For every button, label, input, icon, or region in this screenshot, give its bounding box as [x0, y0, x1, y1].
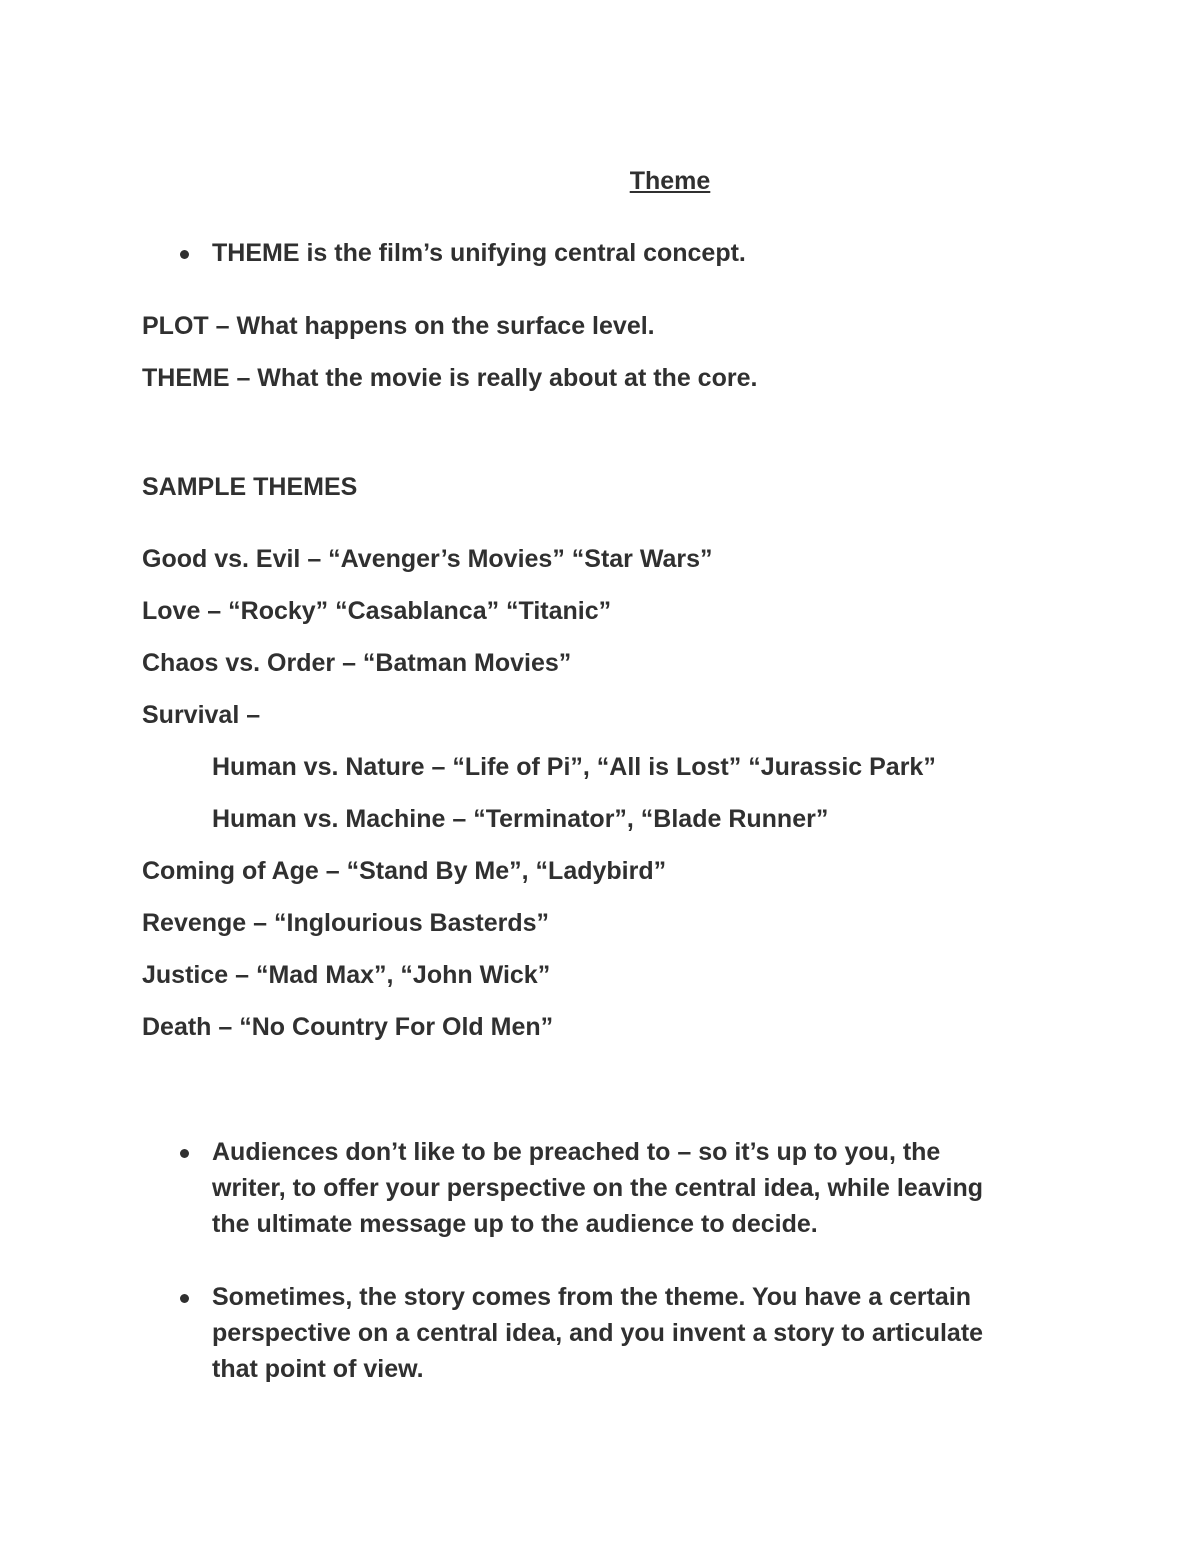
sample-themes-heading: SAMPLE THEMES: [142, 473, 358, 501]
theme-subitem: Human vs. Machine – “Terminator”, “Blade Runner”: [212, 805, 829, 833]
theme-item: Coming of Age – “Stand By Me”, “Ladybird”: [142, 857, 667, 885]
page-title: Theme: [629, 167, 711, 195]
bullet-line: that point of view.: [212, 1355, 424, 1383]
theme-subitem: Human vs. Nature – “Life of Pi”, “All is Lost” “Jurassic Park”: [212, 753, 936, 781]
theme-item: Chaos vs. Order – “Batman Movies”: [142, 649, 572, 677]
theme-item: Survival –: [142, 701, 261, 729]
intro-bullet-text: THEME is the film’s unifying central concept.: [212, 239, 746, 267]
bullet-icon: [180, 250, 189, 259]
closing-bullet-text: [212, 1134, 983, 1242]
bullet-line: writer, to offer your perspective on the central idea, while leaving: [212, 1174, 984, 1202]
bullet-icon: [180, 1294, 189, 1303]
bullet-line: perspective on a central idea, and you invent a story to articulate: [212, 1319, 984, 1347]
bullet-icon: [180, 1149, 189, 1158]
bullet-line: Audiences don’t like to be preached to – so it’s up to you, the: [212, 1138, 941, 1166]
theme-item: Revenge – “Inglourious Basterds”: [142, 909, 550, 937]
theme-item: Love – “Rocky” “Casablanca” “Titanic”: [142, 597, 612, 625]
bullet-line: the ultimate message up to the audience to decide.: [212, 1210, 818, 1238]
theme-item: Good vs. Evil – “Avenger’s Movies” “Star Wars”: [142, 545, 713, 573]
closing-bullet-text: [212, 1279, 983, 1387]
theme-item: Justice – “Mad Max”, “John Wick”: [142, 961, 551, 989]
theme-item: Death – “No Country For Old Men”: [142, 1013, 554, 1041]
definition-plot: PLOT – What happens on the surface level.: [142, 312, 655, 340]
bullet-line: Sometimes, the story comes from the theme. You have a certain: [212, 1283, 972, 1311]
definition-theme: THEME – What the movie is really about at the core.: [142, 364, 758, 392]
